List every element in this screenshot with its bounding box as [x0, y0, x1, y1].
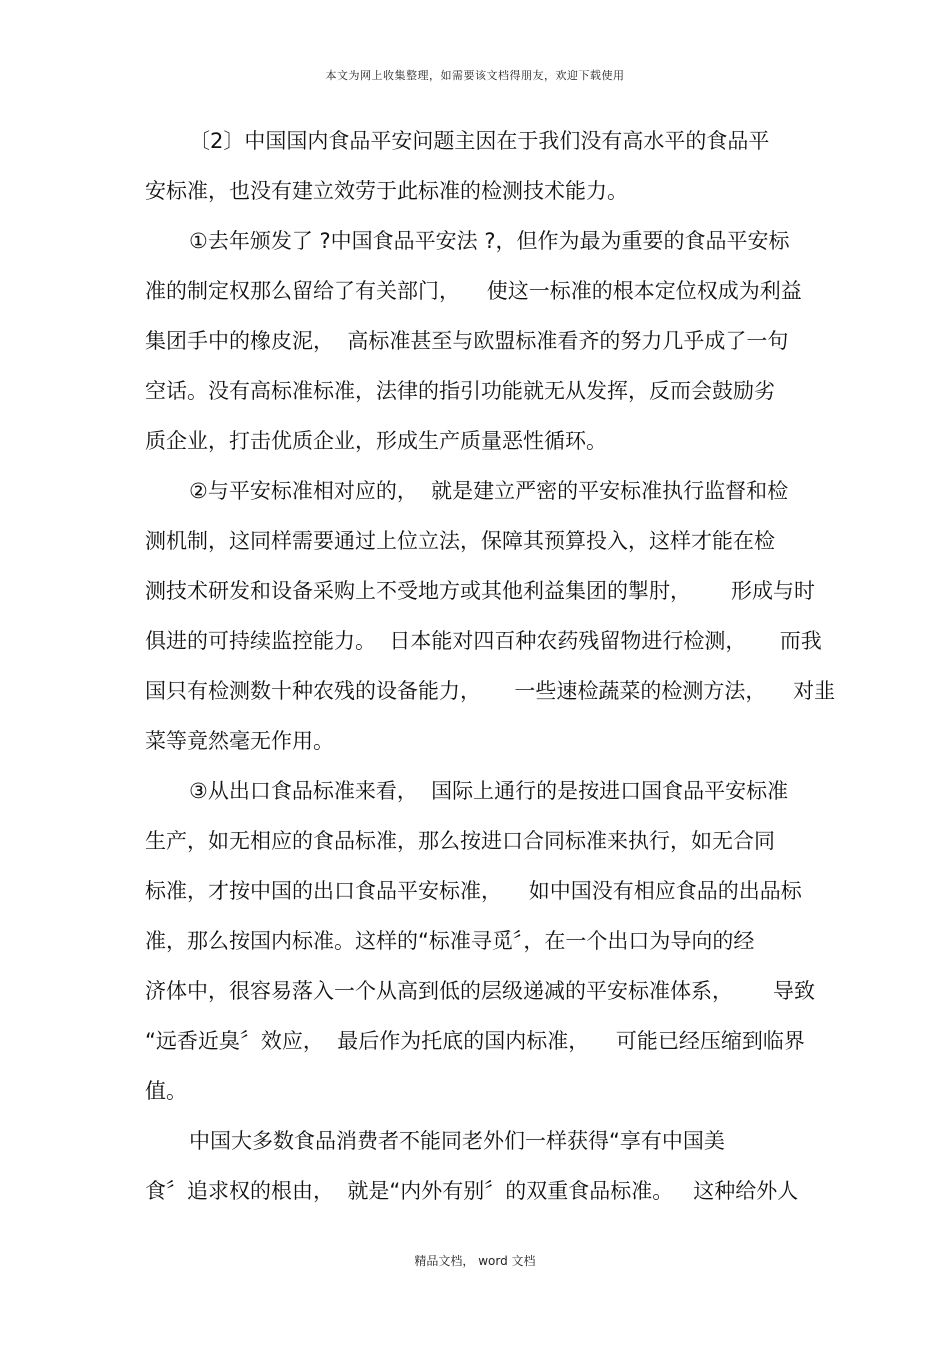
paragraph-line: 食〞追求权的根由， 就是“内外有别〞的双重食品标准。 这种给外人 — [145, 1179, 799, 1203]
paragraph-line: 质企业，打击优质企业，形成生产质量恶性循环。 — [145, 429, 607, 453]
paragraph-line: “远香近臭〞效应， 最后作为托底的国内标准， 可能已经压缩到临界 — [145, 1029, 805, 1053]
paragraph-line: 准的制定权那么留给了有关部门， 使这一标准的根本定位权成为利益 — [145, 279, 802, 303]
paragraph-line: 〔2〕中国国内食品平安问题主因在于我们没有高水平的食品平 — [189, 129, 770, 153]
paragraph-line: 值。 — [145, 1079, 187, 1103]
paragraph-line: 集团手中的橡皮泥， 高标准甚至与欧盟标准看齐的努力几乎成了一句 — [145, 329, 789, 353]
paragraph-line: 俱进的可持续监控能力。 日本能对四百种农药残留物进行检测， 而我 — [145, 629, 822, 653]
paragraph-line: 测机制，这同样需要通过上位立法，保障其预算投入，这样才能在检 — [145, 529, 775, 553]
paragraph-line: 生产，如无相应的食品标准，那么按进口合同标准来执行，如无合同 — [145, 829, 775, 853]
paragraph-line: ①去年颁发了 ?中国食品平安法 ?，但作为最为重要的食品平安标 — [189, 229, 790, 253]
paragraph-line: 标准，才按中国的出口食品平安标准， 如中国没有相应食品的出品标 — [145, 879, 802, 903]
paragraph-line: 中国大多数食品消费者不能同老外们一样获得“享有中国美 — [189, 1129, 725, 1153]
footer-note: 精品文档， word 文档 — [414, 1254, 536, 1268]
paragraph-line: 国只有检测数十种农残的设备能力， 一些速检蔬菜的检测方法， 对韭 — [145, 679, 836, 703]
paragraph-line: 济体中，很容易落入一个从高到低的层级递减的平安标准体系， 导致 — [145, 979, 816, 1003]
paragraph-line: 空话。没有高标准标准，法律的指引功能就无从发挥，反而会鼓励劣 — [145, 379, 775, 403]
header-note: 本文为网上收集整理，如需要该文档得朋友，欢迎下载使用 — [325, 69, 625, 82]
paragraph-line: 菜等竟然毫无作用。 — [145, 729, 334, 753]
paragraph-line: 安标准，也没有建立效劳于此标准的检测技术能力。 — [145, 179, 628, 203]
paragraph-line: ③从出口食品标准来看， 国际上通行的是按进口国食品平安标准 — [189, 779, 789, 803]
paragraph-line: 准，那么按国内标准。这样的“标准寻觅〞，在一个出口为导向的经 — [145, 929, 755, 953]
paragraph-line: 测技术研发和设备采购上不受地方或其他利益集团的掣肘， 形成与时 — [145, 579, 816, 603]
paragraph-line: ②与平安标准相对应的， 就是建立严密的平安标准执行监督和检 — [189, 479, 789, 503]
body-text — [145, 124, 836, 1224]
